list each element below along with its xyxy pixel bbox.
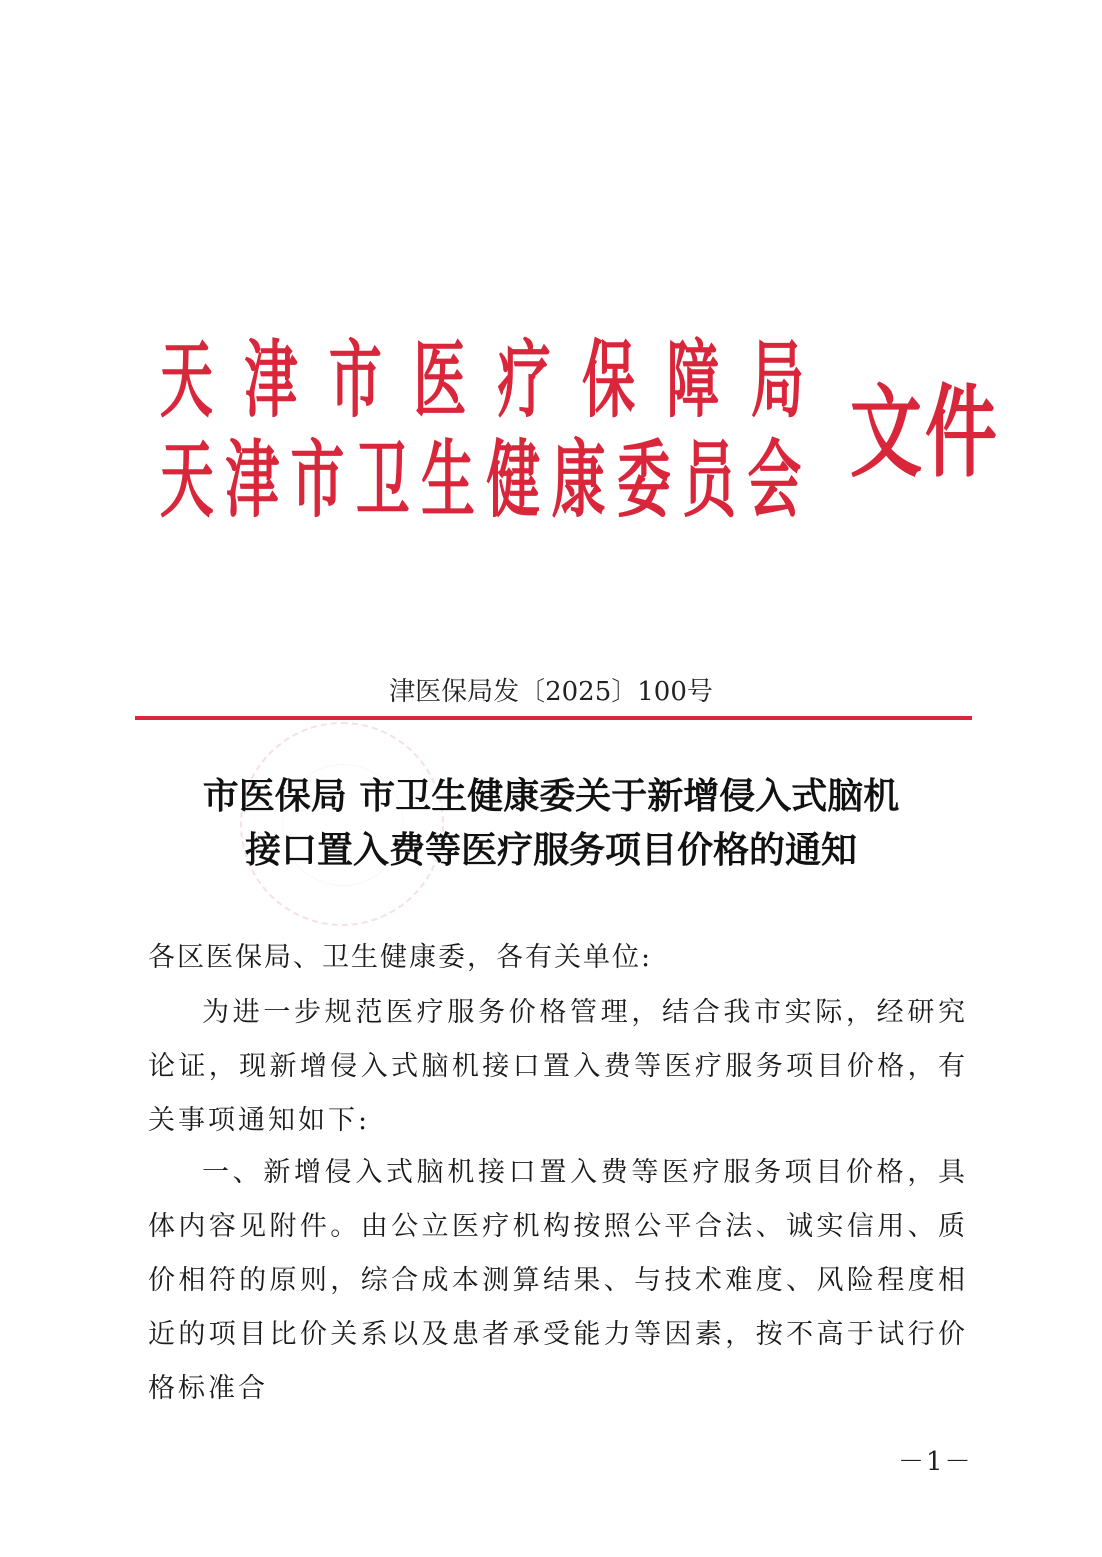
issuing-org-line-2: 天津市卫生健康委员会 [160, 430, 813, 529]
salutation: 各区医保局、卫生健康委，各有关单位: [148, 942, 653, 973]
document-header [160, 332, 1020, 552]
document-number: 津医保局发〔2025〕100号 [389, 677, 713, 707]
document-type-label: 文件 [850, 373, 1000, 491]
page-number: －1－ [898, 1447, 973, 1477]
body-paragraph: 为进一步规范医疗服务价格管理，结合我市实际，经研究论证，现新增侵入式脑机接口置入费等医疗服务项目价格，有关事项通知如下: [148, 997, 968, 1136]
document-title [0, 770, 1102, 878]
body-paragraph: 一、新增侵入式脑机接口置入费等医疗服务项目价格，具体内容见附件。由公立医疗机构按照公平合法、诚实信用、质价相符的原则，综合成本测算结果、与技术难度、风险程度相近的项目比价关系以及患者承受能力等因素，按不高于试行价格标准合 [148, 1157, 968, 1404]
red-divider-line [135, 716, 972, 720]
title-line-1: 市医保局 市卫生健康委关于新增侵入式脑机 [202, 776, 900, 817]
issuing-org-line-1 [160, 332, 835, 428]
title-line-2: 接口置入费等医疗服务项目价格的通知 [244, 830, 857, 871]
issuing-org-1-text: 天津市医疗保障局 [160, 330, 836, 429]
